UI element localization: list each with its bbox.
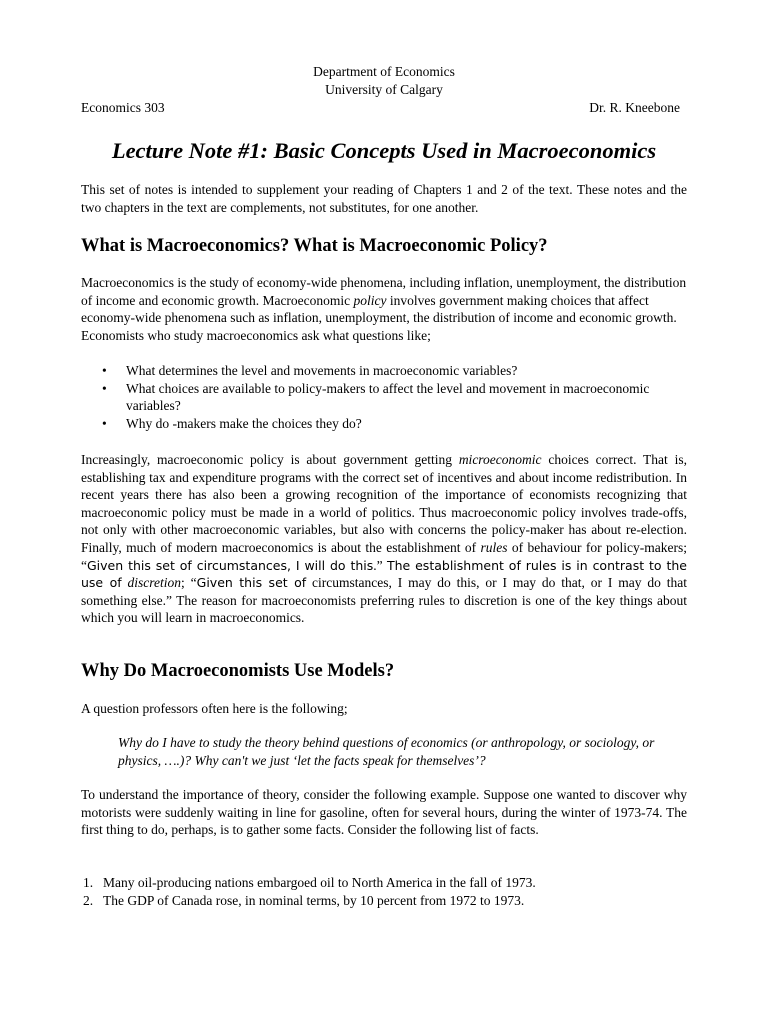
emphasis-rules: rules xyxy=(480,539,508,555)
text-run: .” xyxy=(373,557,387,573)
questions-bullet-list xyxy=(81,362,681,432)
list-item-text: What choices are available to policy-makers to affect the level and movement in macroeconomic variables? xyxy=(126,380,650,414)
text-run: choices correct. That is, establishing tax and expenditure programs with the correct set of incentives and about income redistribution. In recent years there has also been a growing recognition of the importance of economists recognizing that macroeconomic policy must be made in a world of politics. Thus macroeconomic policy involves trade-offs, not only with other macroeconomic variables, but also with concerns the policy-maker has about re-election. Finally, much of modern macroeconomics is about the establishment of xyxy=(81,452,687,555)
section-heading-macroeconomics: What is Macroeconomics? What is Macroeconomic Policy? xyxy=(81,236,548,256)
list-item xyxy=(81,415,681,433)
bullet-icon: • xyxy=(102,380,107,396)
emphasis-policy: policy xyxy=(353,292,387,308)
theory-example-paragraph: To understand the importance of theory, consider the following example. Suppose one wanted to discover why motorists were suddenly waiting in line for gasoline, often for several hours, during the winter of 1973-74. The first thing to do, perhaps, is to gather some facts. Consider the following list of facts. xyxy=(81,787,687,838)
facts-numbered-list xyxy=(81,874,687,909)
list-item-text: What determines the level and movements in macroeconomic variables? xyxy=(126,363,518,378)
intro-paragraph: This set of notes is intended to supplement your reading of Chapters 1 and 2 of the text. These notes and the two chapters in the text are complements, not substitutes, for one another. xyxy=(81,182,687,215)
list-item xyxy=(81,380,681,415)
text-run: circumstances, I may do this, or I may do that, or I may do that something else.” The reason for macroeconomists preferring rules to discretion is one of the key things about which you will learn in macroeconomics. xyxy=(81,575,687,626)
text-run: ; “ xyxy=(181,575,197,591)
instructor-name: Dr. R. Kneebone xyxy=(589,100,680,115)
list-item xyxy=(81,892,687,910)
text-run-sans: Given this set of xyxy=(196,575,307,591)
list-item-text: The GDP of Canada rose, in nominal terms, by 10 percent from 1972 to 1973. xyxy=(103,892,525,908)
list-item-text: Why do -makers make the choices they do? xyxy=(126,415,362,431)
emphasis-discretion: discretion xyxy=(127,575,182,591)
macroeconomics-definition-paragraph xyxy=(81,274,687,344)
bullet-icon: • xyxy=(102,415,107,431)
department-line: Department of Economics xyxy=(313,64,455,79)
student-question-quote: Why do I have to study the theory behind questions of economics (or anthropology, or sociology, or physics, ….)? Why can't we just ‘let the facts speak for themselves’? xyxy=(118,735,655,768)
course-number: Economics 303 xyxy=(81,100,165,115)
text-run-sans: The establishment of rules is in contrast to the use of xyxy=(81,557,687,591)
text-run: Increasingly, macroeconomic policy is about government getting xyxy=(81,452,459,467)
list-item-number: 2. xyxy=(83,892,94,908)
list-item-number: 1. xyxy=(83,875,94,890)
bullet-icon: • xyxy=(102,363,107,378)
policy-paragraph xyxy=(81,451,687,627)
text-run-sans: Given this set of circumstances, I will do this xyxy=(87,557,374,573)
models-lead-paragraph: A question professors often here is the following; xyxy=(81,701,348,716)
list-item xyxy=(81,874,687,892)
university-line: University of Calgary xyxy=(325,82,443,97)
emphasis-microeconomic: microeconomic xyxy=(458,452,542,467)
text-run: of behaviour for policy-makers; “ xyxy=(81,539,687,573)
text-run: involves government making choices that affect economy-wide phenomena such as inflation, unemployment, the distribution of income and economic growth. Economists who study macroeconomics ask what questions like; xyxy=(81,292,677,343)
list-item xyxy=(81,362,681,380)
text-run: Macroeconomics is the study of economy-wide phenomena, including inflation, unemployment, the distribution of income and economic growth. Macroeconomic xyxy=(81,275,687,308)
list-item-text: Many oil-producing nations embargoed oil to North America in the fall of 1973. xyxy=(103,875,536,890)
section-heading-models: Why Do Macroeconomists Use Models? xyxy=(81,661,395,681)
page-title: Lecture Note #1: Basic Concepts Used in Macroeconomics xyxy=(111,138,657,163)
